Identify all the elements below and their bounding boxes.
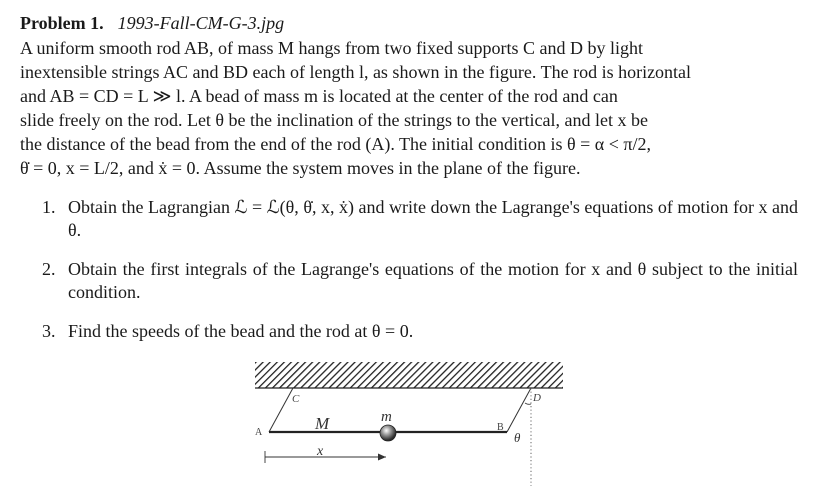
label-d: D: [533, 392, 541, 404]
problem-page: [20, 10, 798, 343]
string-ac: [269, 388, 293, 432]
question-number: 2.: [42, 259, 56, 279]
question-item: [20, 320, 798, 343]
question-number: 1.: [42, 197, 56, 217]
label-theta: θ: [514, 430, 521, 445]
question-number: 3.: [42, 321, 56, 341]
problem-filename: 1993-Fall-CM-G-3.jpg: [117, 13, 285, 33]
question-list: [20, 196, 798, 343]
question-item: [20, 196, 798, 242]
label-distance: x: [317, 444, 324, 459]
label-bead-mass: m: [381, 409, 392, 425]
statement-line-3: and AB = CD = L ≫ l. A bead of mass m is located at the center of the rod and can: [20, 86, 618, 106]
label-c: C: [292, 393, 300, 405]
question-text: Obtain the first integrals of the Lagrange's equations of the motion for x and θ subject to the initial condition.: [68, 259, 798, 302]
statement-line-1: A uniform smooth rod AB, of mass M hangs from two fixed supports C and D by light: [20, 38, 643, 58]
question-item: [20, 258, 798, 304]
label-a: A: [255, 427, 263, 438]
problem-statement: [20, 36, 798, 180]
label-b: B: [497, 422, 504, 433]
question-text: Find the speeds of the bead and the rod at θ = 0.: [68, 321, 414, 341]
question-text: Obtain the Lagrangian ℒ = ℒ(θ, θ̇, x, ẋ) and write down the Lagrange's equations of motion for x and θ.: [68, 197, 798, 240]
statement-line-2: inextensible strings AC and BD each of length l, as shown in the figure. The rod is horizontal: [20, 62, 692, 82]
problem-label: Problem 1.: [20, 13, 104, 33]
ceiling-hatch: [255, 362, 563, 388]
string-bd: [507, 388, 531, 432]
theta-arc: [525, 403, 531, 404]
statement-line-4: slide freely on the rod. Let θ be the inclination of the strings to the vertical, and let x be: [20, 110, 648, 130]
statement-line-6: θ̇ = 0, x = L/2, and ẋ = 0. Assume the system moves in the plane of the figure.: [20, 158, 581, 178]
label-rod-mass: M: [315, 414, 330, 433]
rod-figure: [245, 358, 575, 488]
bead: [380, 425, 396, 441]
distance-arrow-head: [378, 454, 386, 461]
statement-line-5: the distance of the bead from the end of the rod (A). The initial condition is θ = α < π/2,: [20, 134, 651, 154]
problem-header: [20, 10, 798, 36]
